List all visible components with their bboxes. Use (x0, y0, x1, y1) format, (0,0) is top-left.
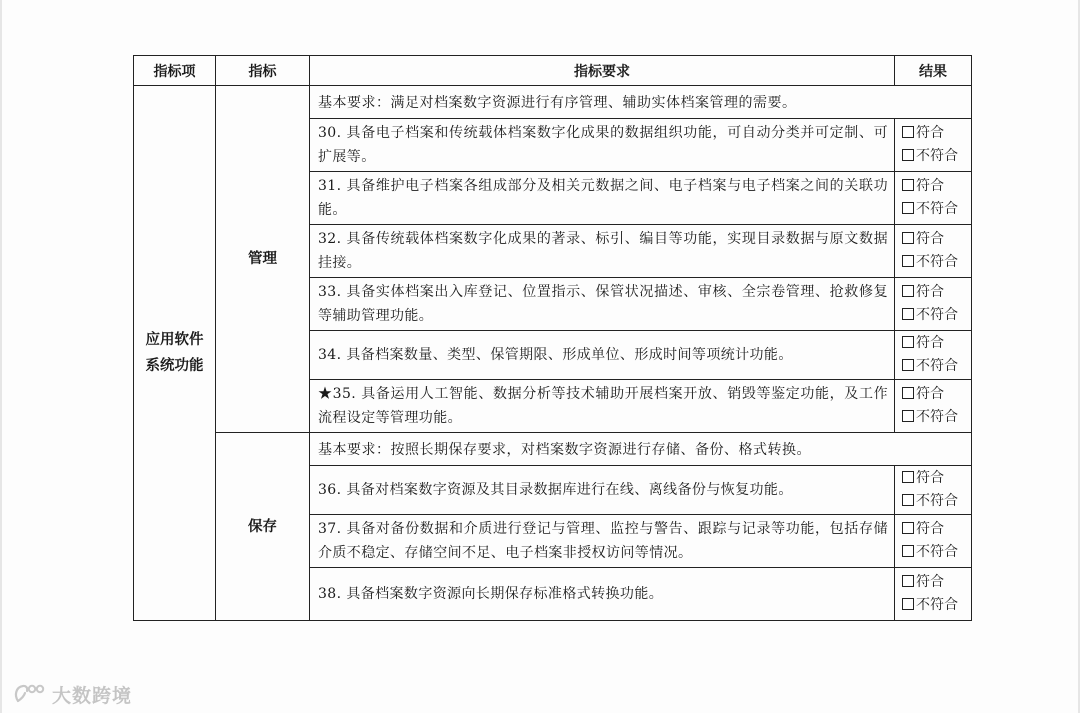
option-conform[interactable]: 符合 (902, 518, 971, 541)
page-edge-left (0, 0, 2, 713)
table-header-row (134, 56, 972, 86)
result-cell (895, 278, 972, 331)
result-cell (895, 225, 972, 278)
option-not-conform[interactable]: 不符合 (902, 490, 971, 513)
subindicator-management: 管理 (216, 86, 310, 433)
option-not-conform[interactable]: 不符合 (902, 251, 971, 274)
checkbox[interactable] (902, 285, 914, 297)
checkbox[interactable] (902, 575, 914, 587)
checkbox[interactable] (902, 410, 914, 422)
requirement-30: 30. 具备电子档案和传统载体档案数字化成果的数据组织功能，可自动分类并可定制、可扩展等。 (310, 119, 895, 172)
brand-logo-icon (12, 681, 48, 707)
option-not-conform[interactable]: 不符合 (902, 304, 971, 327)
requirement-35: ★35. 具备运用人工智能、数据分析等技术辅助开展档案开放、销毁等鉴定功能，及工作流程设定等管理功能。 (310, 380, 895, 433)
checkbox[interactable] (902, 522, 914, 534)
result-cell (895, 331, 972, 380)
option-not-conform[interactable]: 不符合 (902, 198, 971, 221)
checkbox[interactable] (902, 202, 914, 214)
checkbox[interactable] (902, 255, 914, 267)
option-not-conform[interactable]: 不符合 (902, 541, 971, 564)
result-cell (895, 568, 972, 621)
requirement-38: 38. 具备档案数字资源向长期保存标准格式转换功能。 (310, 568, 895, 621)
option-conform[interactable]: 符合 (902, 467, 971, 490)
checkbox[interactable] (902, 179, 914, 191)
option-conform[interactable]: 符合 (902, 332, 971, 355)
requirement-34: 34. 具备档案数量、类型、保管期限、形成单位、形成时间等项统计功能。 (310, 331, 895, 380)
option-conform[interactable]: 符合 (902, 122, 971, 145)
requirement-32: 32. 具备传统载体档案数字化成果的著录、标引、编目等功能，实现目录数据与原文数据挂接。 (310, 225, 895, 278)
option-not-conform[interactable]: 不符合 (902, 594, 971, 617)
requirement-36: 36. 具备对档案数字资源及其目录数据库进行在线、离线备份与恢复功能。 (310, 466, 895, 515)
requirements-table (133, 55, 972, 621)
checkbox[interactable] (902, 149, 914, 161)
result-cell (895, 466, 972, 515)
table-row (134, 433, 972, 466)
checkbox[interactable] (902, 471, 914, 483)
checkbox[interactable] (902, 598, 914, 610)
requirement-37: 37. 具备对备份数据和介质进行登记与管理、监控与警告、跟踪与记录等功能，包括存储介质不稳定、存储空间不足、电子档案非授权访问等情况。 (310, 515, 895, 568)
checkbox[interactable] (902, 545, 914, 557)
result-cell (895, 119, 972, 172)
checkbox[interactable] (902, 308, 914, 320)
option-conform[interactable]: 符合 (902, 175, 971, 198)
table-row (134, 86, 972, 119)
option-not-conform[interactable]: 不符合 (902, 145, 971, 168)
header-indicator: 指标 (216, 56, 310, 86)
basic-requirement-management: 基本要求：满足对档案数字资源进行有序管理、辅助实体档案管理的需要。 (310, 86, 972, 119)
option-conform[interactable]: 符合 (902, 281, 971, 304)
header-indicator-item: 指标项 (134, 56, 216, 86)
watermark (12, 679, 132, 709)
group-label-line2: 系统功能 (145, 358, 204, 374)
group-label-cell (134, 86, 216, 621)
header-indicator-requirement: 指标要求 (310, 56, 895, 86)
checkbox[interactable] (902, 232, 914, 244)
checkbox[interactable] (902, 336, 914, 348)
requirement-33: 33. 具备实体档案出入库登记、位置指示、保管状况描述、审核、全宗卷管理、抢救修复等辅助管理功能。 (310, 278, 895, 331)
header-result: 结果 (895, 56, 972, 86)
option-conform[interactable]: 符合 (902, 571, 971, 594)
group-label-line1: 应用软件 (145, 332, 204, 348)
option-conform[interactable]: 符合 (902, 228, 971, 251)
checkbox[interactable] (902, 126, 914, 138)
option-not-conform[interactable]: 不符合 (902, 406, 971, 429)
result-cell (895, 380, 972, 433)
result-cell (895, 515, 972, 568)
watermark-text: 大数跨境 (52, 684, 133, 707)
checkbox[interactable] (902, 494, 914, 506)
requirement-31: 31. 具备维护电子档案各组成部分及相关元数据之间、电子档案与电子档案之间的关联功能。 (310, 172, 895, 225)
basic-requirement-preservation: 基本要求：按照长期保存要求，对档案数字资源进行存储、备份、格式转换。 (310, 433, 972, 466)
subindicator-preservation: 保存 (216, 433, 310, 621)
option-not-conform[interactable]: 不符合 (902, 355, 971, 378)
result-cell (895, 172, 972, 225)
checkbox[interactable] (902, 387, 914, 399)
option-conform[interactable]: 符合 (902, 383, 971, 406)
checkbox[interactable] (902, 359, 914, 371)
